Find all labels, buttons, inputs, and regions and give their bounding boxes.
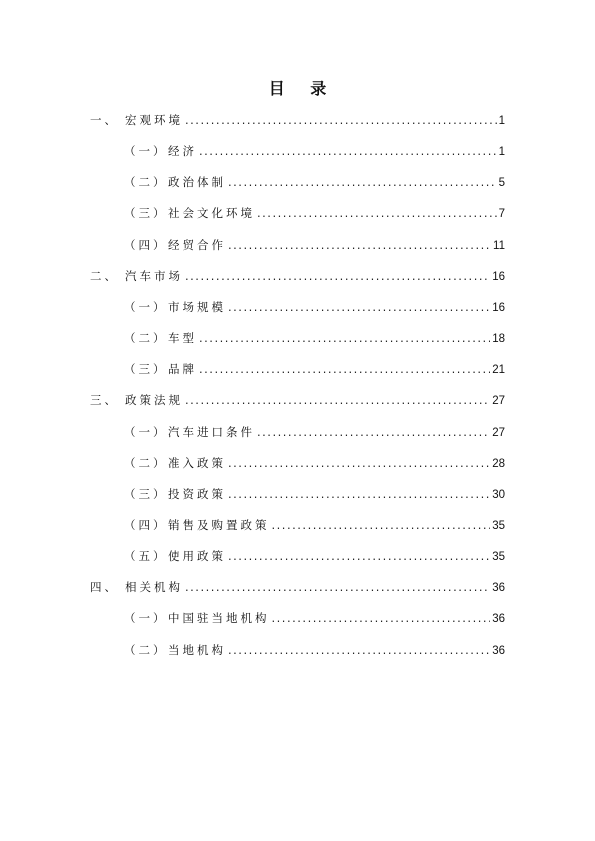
toc-leader-dots (272, 611, 491, 625)
toc-leader-dots (199, 144, 497, 158)
toc-entry-title: 市场规模 (168, 299, 226, 314)
toc-section-entry[interactable] (90, 268, 505, 284)
toc-entry-title: 使用政策 (168, 549, 226, 564)
toc-entry-number: （二） (124, 642, 168, 657)
toc-entry-title: 经济 (168, 144, 197, 159)
toc-entry-number: （二） (124, 175, 168, 190)
toc-subsection-entry[interactable] (124, 610, 505, 626)
toc-title: 目 录 (268, 79, 337, 98)
toc-entry-title: 汽车进口条件 (168, 424, 255, 439)
toc-subsection-entry[interactable] (124, 642, 505, 658)
toc-page-number: 36 (492, 582, 505, 595)
toc-entry-title: 宏观环境 (125, 113, 183, 127)
toc-leader-dots (228, 300, 490, 314)
toc-leader-dots (199, 362, 490, 376)
toc-page-number: 1 (498, 115, 505, 127)
toc-subsection-entry[interactable] (124, 424, 505, 440)
toc-leader-dots (185, 580, 490, 594)
toc-entry-title: 社会文化环境 (168, 206, 255, 221)
toc-page-number: 35 (492, 551, 505, 564)
toc-entry-title: 品牌 (168, 362, 197, 377)
toc-subsection-entry[interactable] (124, 330, 505, 346)
toc-entry-title: 准入政策 (168, 455, 226, 470)
toc-page-number: 35 (492, 519, 505, 532)
toc-entry-number: 四、 (90, 580, 119, 595)
toc-subsection-entry[interactable] (124, 517, 505, 533)
toc-entry-title: 政策法规 (125, 393, 183, 408)
toc-subsection-entry[interactable] (124, 174, 505, 190)
toc-entry-number: （一） (124, 611, 168, 626)
toc-leader-dots (257, 425, 490, 439)
toc-entry-number: （一） (124, 144, 168, 159)
toc-subsection-entry[interactable] (124, 548, 505, 564)
toc-leader-dots (185, 113, 497, 127)
toc-subsection-entry[interactable] (124, 205, 505, 221)
toc-page-number: 36 (492, 644, 505, 657)
toc-subsection-entry[interactable] (124, 455, 505, 471)
toc-section-entry[interactable] (90, 579, 505, 595)
toc-entry-number: （一） (124, 299, 168, 314)
toc-entry-title: 当地机构 (168, 642, 226, 657)
toc-page-number: 16 (492, 270, 505, 283)
toc-entry-title: 相关机构 (125, 580, 183, 595)
toc-page-number: 21 (492, 364, 505, 377)
toc-entry-number: （四） (124, 237, 168, 252)
toc-leader-dots (228, 175, 497, 189)
toc-entry-number: （三） (124, 206, 168, 221)
toc-entry-number: 二、 (90, 268, 119, 283)
toc-leader-dots (228, 487, 490, 501)
toc-leader-dots (228, 549, 490, 563)
toc-subsection-entry[interactable] (124, 361, 505, 377)
toc-page-number: 11 (493, 239, 505, 252)
toc-leader-dots (228, 238, 491, 252)
toc-leader-dots (228, 456, 490, 470)
toc-leader-dots (228, 643, 490, 657)
toc-entry-number: （四） (124, 517, 168, 532)
toc-page-number: 36 (492, 613, 505, 626)
toc-entry-title: 车型 (168, 331, 197, 346)
toc-page-number: 1 (498, 146, 505, 159)
toc-section-entry[interactable] (90, 112, 505, 128)
toc-page-number: 28 (492, 457, 505, 470)
toc-entry-number: （一） (124, 424, 168, 439)
toc-page-number: 16 (492, 301, 505, 314)
toc-section-entry[interactable] (90, 392, 505, 408)
toc-leader-dots (257, 206, 497, 220)
toc-subsection-entry[interactable] (124, 143, 505, 159)
toc-entry-number: （三） (124, 362, 168, 377)
toc-subsection-entry[interactable] (124, 299, 505, 315)
toc-entry-title: 销售及购置政策 (168, 517, 270, 532)
toc-page-number: 18 (492, 333, 505, 346)
toc-entry-number: （三） (124, 486, 168, 501)
toc-page-number: 27 (492, 395, 505, 408)
toc-entry-title: 中国驻当地机构 (168, 611, 270, 626)
toc-page-number: 30 (492, 488, 505, 501)
toc-entry-title: 经贸合作 (168, 237, 226, 252)
toc-entry-title: 汽车市场 (125, 268, 183, 283)
toc-page-number: 27 (492, 426, 505, 439)
toc-page-number: 5 (498, 177, 505, 190)
toc-entry-number: （二） (124, 455, 168, 470)
toc-entry-number: 三、 (90, 393, 119, 408)
toc-leader-dots (272, 518, 491, 532)
toc-leader-dots (185, 393, 490, 407)
toc-subsection-entry[interactable] (124, 237, 505, 253)
toc-leader-dots (199, 331, 490, 345)
toc-page-number: 7 (498, 208, 505, 221)
toc-entry-title: 投资政策 (168, 486, 226, 501)
toc-subsection-entry[interactable] (124, 486, 505, 502)
toc-entry-number: 一、 (90, 113, 119, 127)
toc-entry-number: （五） (124, 549, 168, 564)
toc-entry-title: 政治体制 (168, 175, 226, 190)
toc-entry-number: （二） (124, 331, 168, 346)
toc-leader-dots (185, 269, 490, 283)
